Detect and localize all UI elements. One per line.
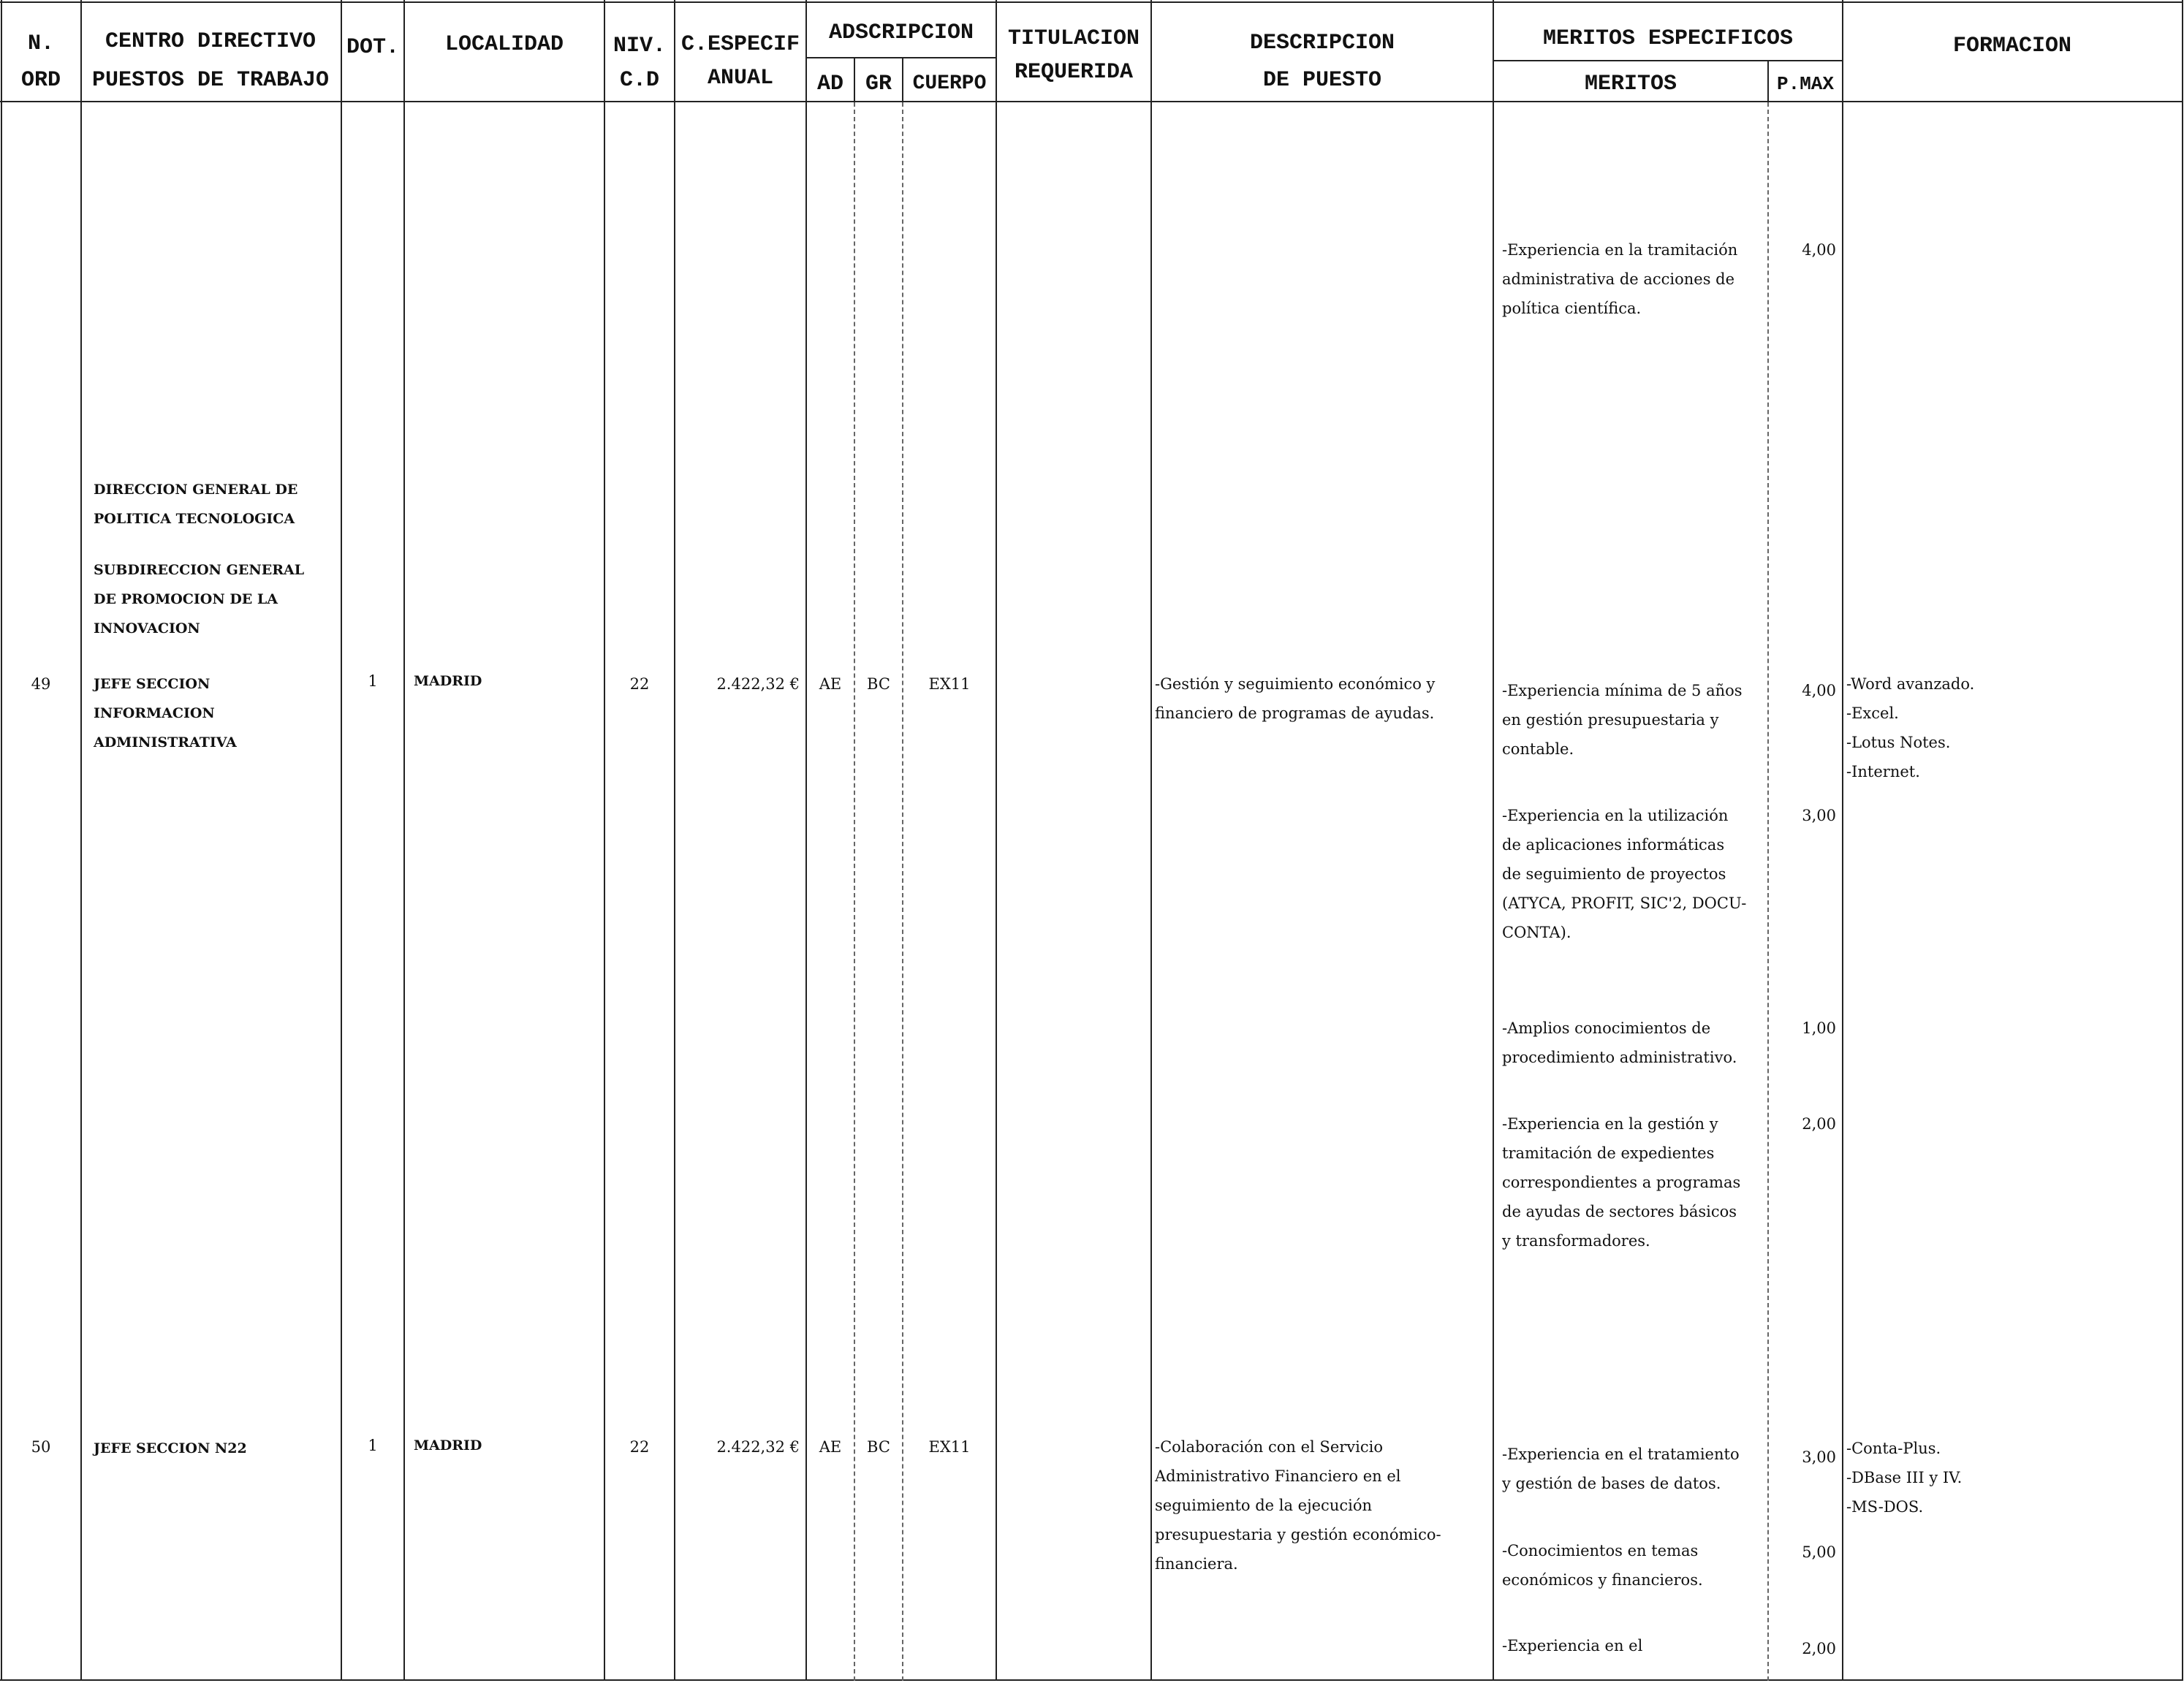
row-49-gr: BC — [867, 675, 890, 693]
col-line-11 — [1493, 0, 1494, 1681]
row-50-formacion — [1846, 1434, 2168, 1521]
carryover-pmax: 4,00 — [1802, 241, 1836, 259]
col-line-13 — [1842, 0, 1843, 1681]
col-line-10 — [1150, 0, 1152, 1681]
row-49-merit-3: -Amplios conocimientos de procedimiento administrativo. — [1502, 1019, 1737, 1066]
row-50-dot: 1 — [368, 1437, 378, 1454]
carryover-merit: -Experiencia en la tramitación administrativa de acciones de política científica. — [1502, 241, 1738, 317]
row-49-dot: 1 — [368, 672, 378, 690]
header-de-puesto: DE PUESTO — [1262, 68, 1382, 93]
header-descripcion: DESCRIPCION — [1249, 31, 1395, 56]
row-50-merit-2: -Conocimientos en temas económicos y financieros. — [1502, 1542, 1703, 1589]
header-cuerpo: CUERPO — [912, 72, 987, 95]
row-50-formacion-1: -Conta-Plus. — [1846, 1440, 1941, 1457]
col-line-9 — [996, 0, 997, 1681]
row-49-n: 49 — [31, 675, 51, 693]
row-50-puesto: JEFE SECCION N22 — [94, 1440, 247, 1456]
header-adscripcion: ADSCRIPCION — [828, 20, 974, 45]
row-50-merit-2-pmax: 5,00 — [1802, 1543, 1836, 1561]
row-49-formacion-3: -Lotus Notes. — [1846, 734, 1951, 751]
header-cespecif: C.ESPECIF — [680, 32, 800, 57]
col-line-3 — [403, 0, 405, 1681]
header-n: N. — [27, 31, 54, 56]
subdireccion-general: SUBDIRECCION GENERAL DE PROMOCION DE LA INNOVACION — [94, 562, 305, 637]
row-49-formacion-2: -Excel. — [1846, 704, 1899, 722]
col-line-1 — [80, 0, 82, 1681]
header-ord: ORD — [20, 68, 61, 93]
bottom-border — [0, 1679, 2183, 1681]
direccion-general: DIRECCION GENERAL DE POLITICA TECNOLOGICA — [94, 482, 298, 527]
row-50-n: 50 — [31, 1438, 51, 1456]
header-anual: ANUAL — [707, 66, 773, 91]
col-line-14 — [2182, 0, 2183, 1681]
row-49-merit-2: -Experiencia en la utilización de aplicaciones informáticas de seguimiento de proyectos (ATYCA, PROFIT, SIC'2, DOCU-CONTA). — [1502, 807, 1747, 941]
row-50-merit-3: -Experiencia en el — [1502, 1637, 1643, 1654]
row-49-niv: 22 — [629, 675, 650, 693]
col-line-4 — [604, 0, 605, 1681]
row-49-merit-1: -Experiencia mínima de 5 años en gestión presupuestaria y contable. — [1502, 682, 1743, 758]
row-49-ad: AE — [819, 675, 842, 693]
row-49-localidad: MADRID — [414, 673, 482, 689]
row-50-localidad: MADRID — [414, 1437, 482, 1454]
row-50-formacion-2: -DBase III y IV. — [1846, 1469, 1963, 1486]
col-line-0 — [1, 0, 2, 1681]
col-line-5 — [674, 0, 675, 1681]
header-niv: NIV. — [613, 34, 666, 58]
top-border — [0, 1, 2183, 3]
header-requerida: REQUERIDA — [1014, 60, 1134, 85]
row-49-puesto: JEFE SECCION INFORMACION ADMINISTRATIVA — [94, 676, 237, 751]
col-line-2 — [341, 0, 342, 1681]
header-bottom-border — [0, 101, 2183, 102]
header-meritos: MERITOS — [1584, 72, 1677, 96]
row-49-formacion-4: -Internet. — [1846, 763, 1920, 780]
row-49-formacion — [1846, 669, 2168, 786]
col-line-6 — [805, 0, 807, 1681]
row-50-merit-1-pmax: 3,00 — [1802, 1448, 1836, 1466]
header-titulacion: TITULACION — [1007, 26, 1140, 51]
adscripcion-divider — [805, 57, 996, 58]
meritos-divider — [1493, 60, 1842, 61]
header-dot: DOT. — [346, 35, 399, 60]
row-50-gr: BC — [867, 1438, 890, 1456]
row-49-merit-4-pmax: 2,00 — [1802, 1115, 1836, 1133]
row-49-merit-1-pmax: 4,00 — [1802, 682, 1836, 699]
row-50-niv: 22 — [629, 1438, 650, 1456]
header-localidad: LOCALIDAD — [444, 32, 564, 57]
row-49-merit-3-pmax: 1,00 — [1802, 1019, 1836, 1037]
row-50-cuerpo: EX11 — [928, 1438, 971, 1456]
header-formacion: FORMACION — [1952, 34, 2072, 58]
header-gr: GR — [865, 72, 892, 96]
row-49-cespecif: 2.422,32 € — [716, 675, 800, 693]
row-50-formacion-3: -MS-DOS. — [1846, 1498, 1924, 1516]
row-50-cespecif: 2.422,32 € — [716, 1438, 800, 1456]
row-49-merit-2-pmax: 3,00 — [1802, 807, 1836, 824]
header-ad: AD — [816, 72, 843, 96]
row-50-merit-3-pmax: 2,00 — [1802, 1640, 1836, 1657]
row-50-ad: AE — [819, 1438, 842, 1456]
row-49-formacion-1: -Word avanzado. — [1846, 675, 1975, 693]
header-cd: C.D — [619, 68, 659, 93]
header-centro-directivo: CENTRO DIRECTIVO — [105, 29, 316, 54]
row-49-cuerpo: EX11 — [928, 675, 971, 693]
row-49-merit-4: -Experiencia en la gestión y tramitación de expedientes correspondientes a programas de ayudas de sectores básicos y transformadores. — [1502, 1115, 1741, 1250]
header-meritos-especificos: MERITOS ESPECIFICOS — [1542, 26, 1794, 51]
row-49-descripcion: -Gestión y seguimiento económico y financiero de programas de ayudas. — [1155, 675, 1436, 722]
header-pmax: P.MAX — [1776, 73, 1834, 95]
header-puestos-trabajo: PUESTOS DE TRABAJO — [91, 68, 330, 93]
row-50-descripcion: -Colaboración con el Servicio Administrativo Financiero en el seguimiento de la ejecución presupuestaria y gestión económico-financiera. — [1155, 1438, 1441, 1573]
row-50-merit-1: -Experiencia en el tratamiento y gestión de bases de datos. — [1502, 1445, 1740, 1492]
